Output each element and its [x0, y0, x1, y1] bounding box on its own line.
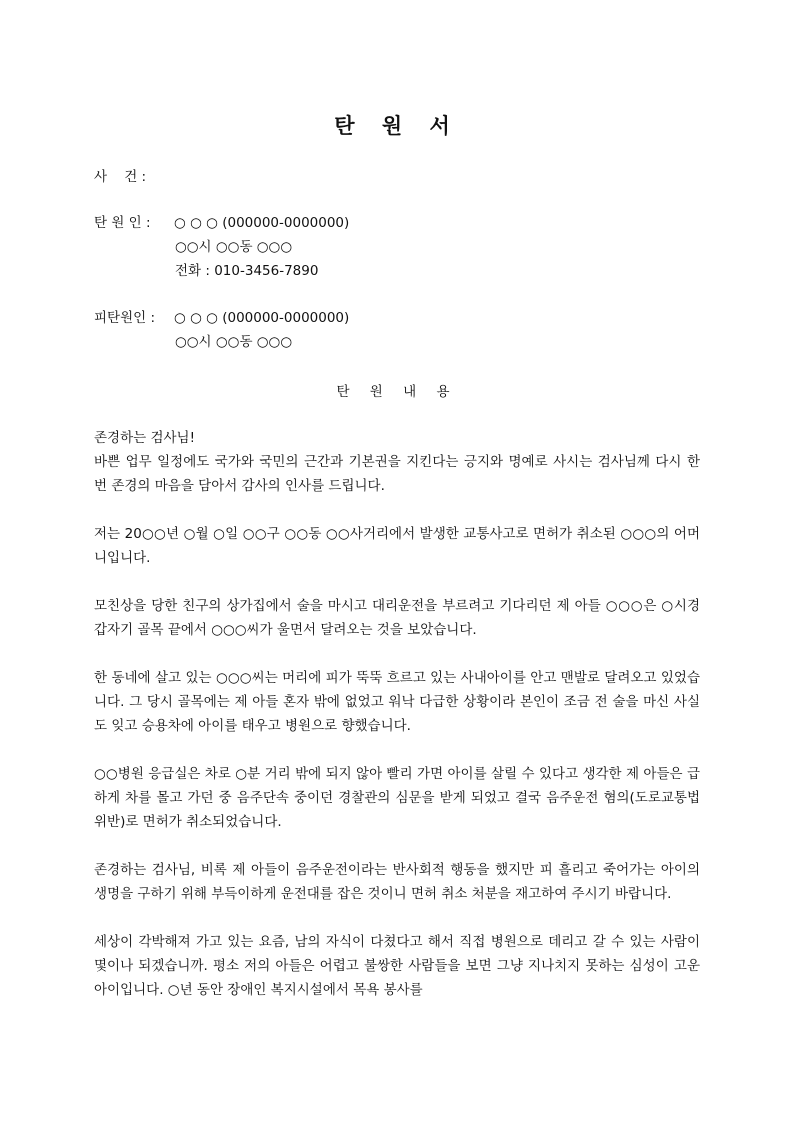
petitioner-label: 탄 원 인 :	[94, 215, 151, 231]
greeting: 존경하는 검사님!	[94, 430, 195, 446]
petition-body	[94, 426, 700, 1026]
case-line	[94, 168, 146, 186]
petitioner-phone: 전화 : 010-3456-7890	[175, 263, 319, 279]
paragraph-1: 바쁜 업무 일정에도 국가와 국민의 근간과 기본권을 지킨다는 긍지와 명예로 사시는 검사님께 다시 한 번 존경의 마음을 담아서 감사의 인사를 드립니다.	[94, 454, 700, 494]
paragraph-2: 저는 20○○년 ○월 ○일 ○○구 ○○동 ○○사거리에서 발생한 교통사고로 면허가 취소된 ○○○의 어머니입니다.	[94, 526, 700, 566]
paragraph-7: 세상이 각박해져 가고 있는 요즘, 남의 자식이 다쳤다고 해서 직접 병원으로 데리고 갈 수 있는 사람이 몇이나 되겠습니까. 평소 저의 아들은 어렵고 불쌍한 사람들을 보면 그냥 지나치지 못하는 심성이 고운 아이입니다. ○년 동안 장애인 복지시설에서 목욕 봉사를	[94, 934, 700, 998]
petitioner-address: ○○시 ○○동 ○○○	[175, 239, 293, 255]
subject-address: ○○시 ○○동 ○○○	[175, 334, 293, 350]
subject-line	[94, 309, 349, 327]
paragraph-3: 모친상을 당한 친구의 상가집에서 술을 마시고 대리운전을 부르려고 기다리던 제 아들 ○○○은 ○시경 갑자기 골목 끝에서 ○○○씨가 울면서 달려오는 것을 보았습니다.	[94, 598, 700, 638]
paragraph-5: ○○병원 응급실은 차로 ○분 거리 밖에 되지 않아 빨리 가면 아이를 살릴 수 있다고 생각한 제 아들은 급하게 차를 몰고 가던 중 음주단속 중이던 경찰관의 심문을 받게 되었고 결국 음주운전 혐의(도로교통법 위반)로 면허가 취소되었습니다.	[94, 766, 700, 830]
document-title: 탄 원 서	[334, 114, 460, 138]
subject-label: 피탄원인 :	[94, 310, 156, 326]
petitioner-name: ○ ○ ○ (000000-0000000)	[174, 215, 350, 231]
paragraph-6: 존경하는 검사님, 비록 제 아들이 음주운전이라는 반사회적 행동을 했지만 피 흘리고 죽어가는 아이의 생명을 구하기 위해 부득이하게 운전대를 잡은 것이니 면허 취소 처분을 재고하여 주시기 바랍니다.	[94, 862, 700, 902]
subject-name: ○ ○ ○ (000000-0000000)	[174, 310, 350, 326]
petitioner-line	[94, 214, 349, 232]
paragraph-4: 한 동네에 살고 있는 ○○○씨는 머리에 피가 뚝뚝 흐르고 있는 사내아이를 안고 맨발로 달려오고 있었습니다. 그 당시 골목에는 제 아들 혼자 밖에 없었고 워낙 다급한 상황이라 본인이 조금 전 술을 마신 사실도 잊고 승용차에 아이를 태우고 병원으로 향했습니다.	[94, 670, 700, 734]
section-subtitle: 탄 원 내 용	[336, 384, 458, 400]
case-label: 사 건 :	[94, 169, 147, 185]
